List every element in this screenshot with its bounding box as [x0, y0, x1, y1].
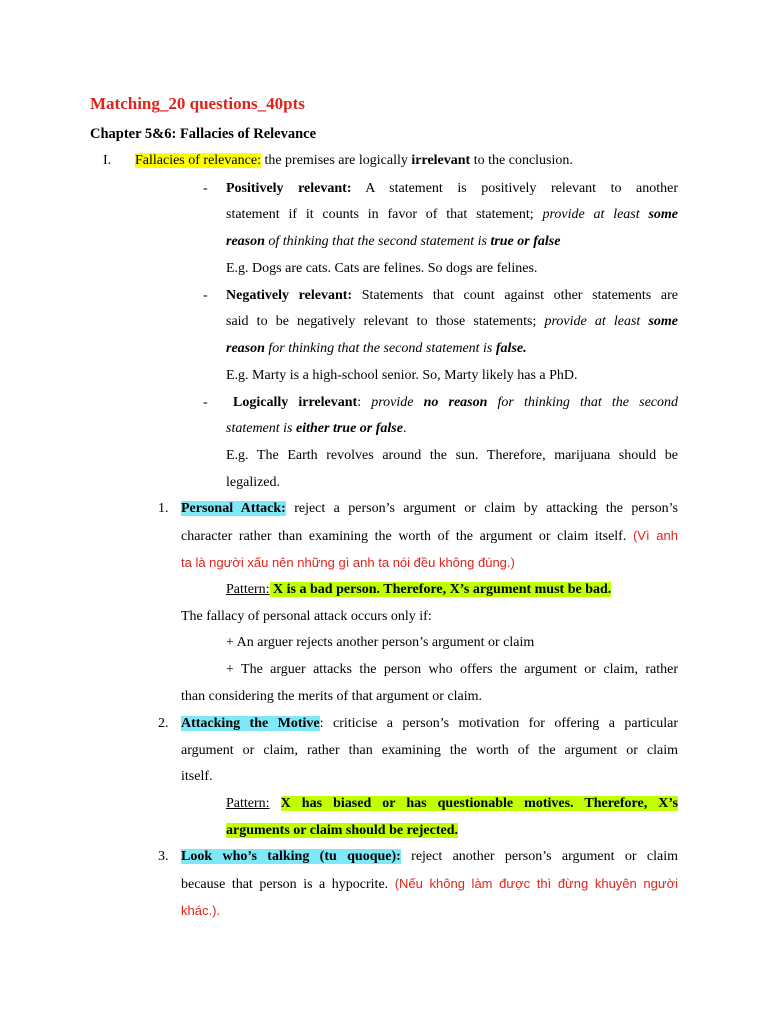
- neg-line-3: [226, 340, 527, 358]
- item-1-vietnamese-note: ta là người xấu nên những gì anh ta nói đều không đúng.): [181, 555, 515, 570]
- item-2-number: 2.: [158, 716, 169, 731]
- item-3-l2a: because that person is a hypocrite.: [181, 877, 395, 892]
- irr-l2a: statement is: [226, 421, 296, 436]
- neg-l2b: provide at least: [544, 314, 649, 329]
- irr-example-1: E.g. The Earth revolves around the sun. Therefore, marijuana should be: [226, 448, 678, 463]
- item-1-pattern-text: X is a bad person. Therefore, X’s argument must be bad.: [269, 582, 612, 597]
- section-numeral: I.: [103, 153, 112, 168]
- chapter-heading: Chapter 5&6: Fallacies of Relevance: [90, 126, 317, 142]
- neg-l3a: reason: [226, 341, 265, 356]
- section-post: to the conclusion.: [470, 153, 573, 168]
- item-2-line-1: [181, 715, 678, 733]
- irr-l1a: :: [357, 395, 372, 410]
- bullet-dash-neg: -: [203, 288, 208, 303]
- pos-l2b: provide at least: [542, 207, 649, 222]
- neg-line-2: [226, 313, 678, 331]
- item-2-pattern-label: Pattern:: [226, 796, 270, 811]
- item-2-term: Attacking the Motive: [181, 716, 320, 731]
- pos-example: E.g. Dogs are cats. Cats are felines. So dogs are felines.: [226, 261, 538, 276]
- neg-l2a: said to be negatively relevant to those statements;: [226, 314, 545, 329]
- pos-line-3: [226, 233, 560, 251]
- item-1-term: Personal Attack:: [181, 501, 286, 516]
- pos-line-2: [226, 206, 678, 224]
- item-1-l2a: character rather than examining the worth of the argument or claim itself.: [181, 529, 633, 544]
- item-1-number: 1.: [158, 501, 169, 516]
- pos-l3c: true or false: [490, 234, 561, 249]
- bullet-dash-pos: -: [203, 181, 208, 196]
- item-1-condition-1: + An arguer rejects another person’s argument or claim: [226, 635, 535, 650]
- irr-term: Logically irrelevant: [233, 395, 358, 410]
- section-term: Fallacies of relevance:: [135, 153, 261, 168]
- section-pre: the premises are logically: [264, 153, 412, 168]
- item-1-condition-2: + The arguer attacks the person who offers the argument or claim, rather: [226, 662, 678, 677]
- item-3-number: 3.: [158, 849, 169, 864]
- item-2-pattern: [226, 795, 678, 813]
- irr-l1d: for thinking that the second: [487, 395, 678, 410]
- neg-example: E.g. Marty is a high-school senior. So, Marty likely has a PhD.: [226, 368, 578, 383]
- item-2-pattern-line-2: [226, 822, 458, 840]
- pos-line-1: [226, 180, 678, 198]
- irr-line-1: [233, 394, 678, 412]
- item-1-conditions-intro: The fallacy of personal attack occurs only if:: [181, 609, 432, 624]
- irr-line-2: [226, 420, 406, 438]
- section-line: [135, 152, 573, 170]
- item-2-l1: : criticise a person’s motivation for offering a particular: [319, 716, 678, 731]
- pos-l2c: some: [648, 207, 679, 222]
- item-2-pattern-text-2: arguments or claim should be rejected.: [226, 823, 459, 838]
- item-3-l2b: (Nếu không làm được thì đừng khuyên người: [394, 876, 678, 891]
- item-1-l2b: (Vì anh: [632, 528, 678, 543]
- item-2-line-3: itself.: [181, 769, 213, 784]
- irr-l2c: .: [402, 421, 407, 436]
- item-3-line-1: [181, 848, 678, 866]
- item-3-term: Look who’s talking (tu quoque):: [181, 849, 401, 864]
- neg-line-1: [226, 287, 678, 305]
- item-1-pattern-label: Pattern:: [226, 582, 270, 597]
- bullet-dash-irr: -: [203, 395, 208, 410]
- neg-l1: Statements that count against other statements are: [361, 288, 679, 303]
- item-1-line-1: [181, 500, 678, 518]
- item-1-pattern: [226, 581, 611, 599]
- item-2-line-2: argument or claim, rather than examining the worth of the argument or claim: [181, 743, 678, 758]
- item-1-line-2: [181, 527, 678, 546]
- item-2-pattern-text-1: X has biased or has questionable motives. Therefore, X’s: [280, 796, 678, 811]
- pos-term: Positively relevant:: [226, 181, 352, 196]
- irr-l1c: no reason: [423, 395, 488, 410]
- pos-l3b: of thinking that the second statement is: [264, 234, 491, 249]
- pos-l1: A statement is positively relevant to another: [365, 181, 679, 196]
- neg-l2c: some: [648, 314, 678, 329]
- pos-l3a: reason: [226, 234, 265, 249]
- neg-l3b: for thinking that the second statement is: [264, 341, 496, 356]
- item-3-l1: reject another person’s argument or claim: [400, 849, 678, 864]
- item-3-vietnamese-note: khác.).: [181, 903, 221, 918]
- page-title: Matching_20 questions_40pts: [90, 94, 305, 113]
- neg-l3c: false.: [495, 341, 527, 356]
- item-3-line-2: [181, 875, 678, 894]
- pos-l2a: statement if it counts in favor of that statement;: [226, 207, 543, 222]
- section-bold: irrelevant: [411, 153, 471, 168]
- neg-term: Negatively relevant:: [226, 288, 353, 303]
- irr-l1b: provide: [371, 395, 424, 410]
- item-1-condition-3: than considering the merits of that argument or claim.: [181, 689, 483, 704]
- irr-l2b: either true or false: [296, 421, 403, 436]
- item-1-l1: reject a person’s argument or claim by attacking the person’s: [285, 501, 678, 516]
- irr-example-2: legalized.: [226, 475, 281, 490]
